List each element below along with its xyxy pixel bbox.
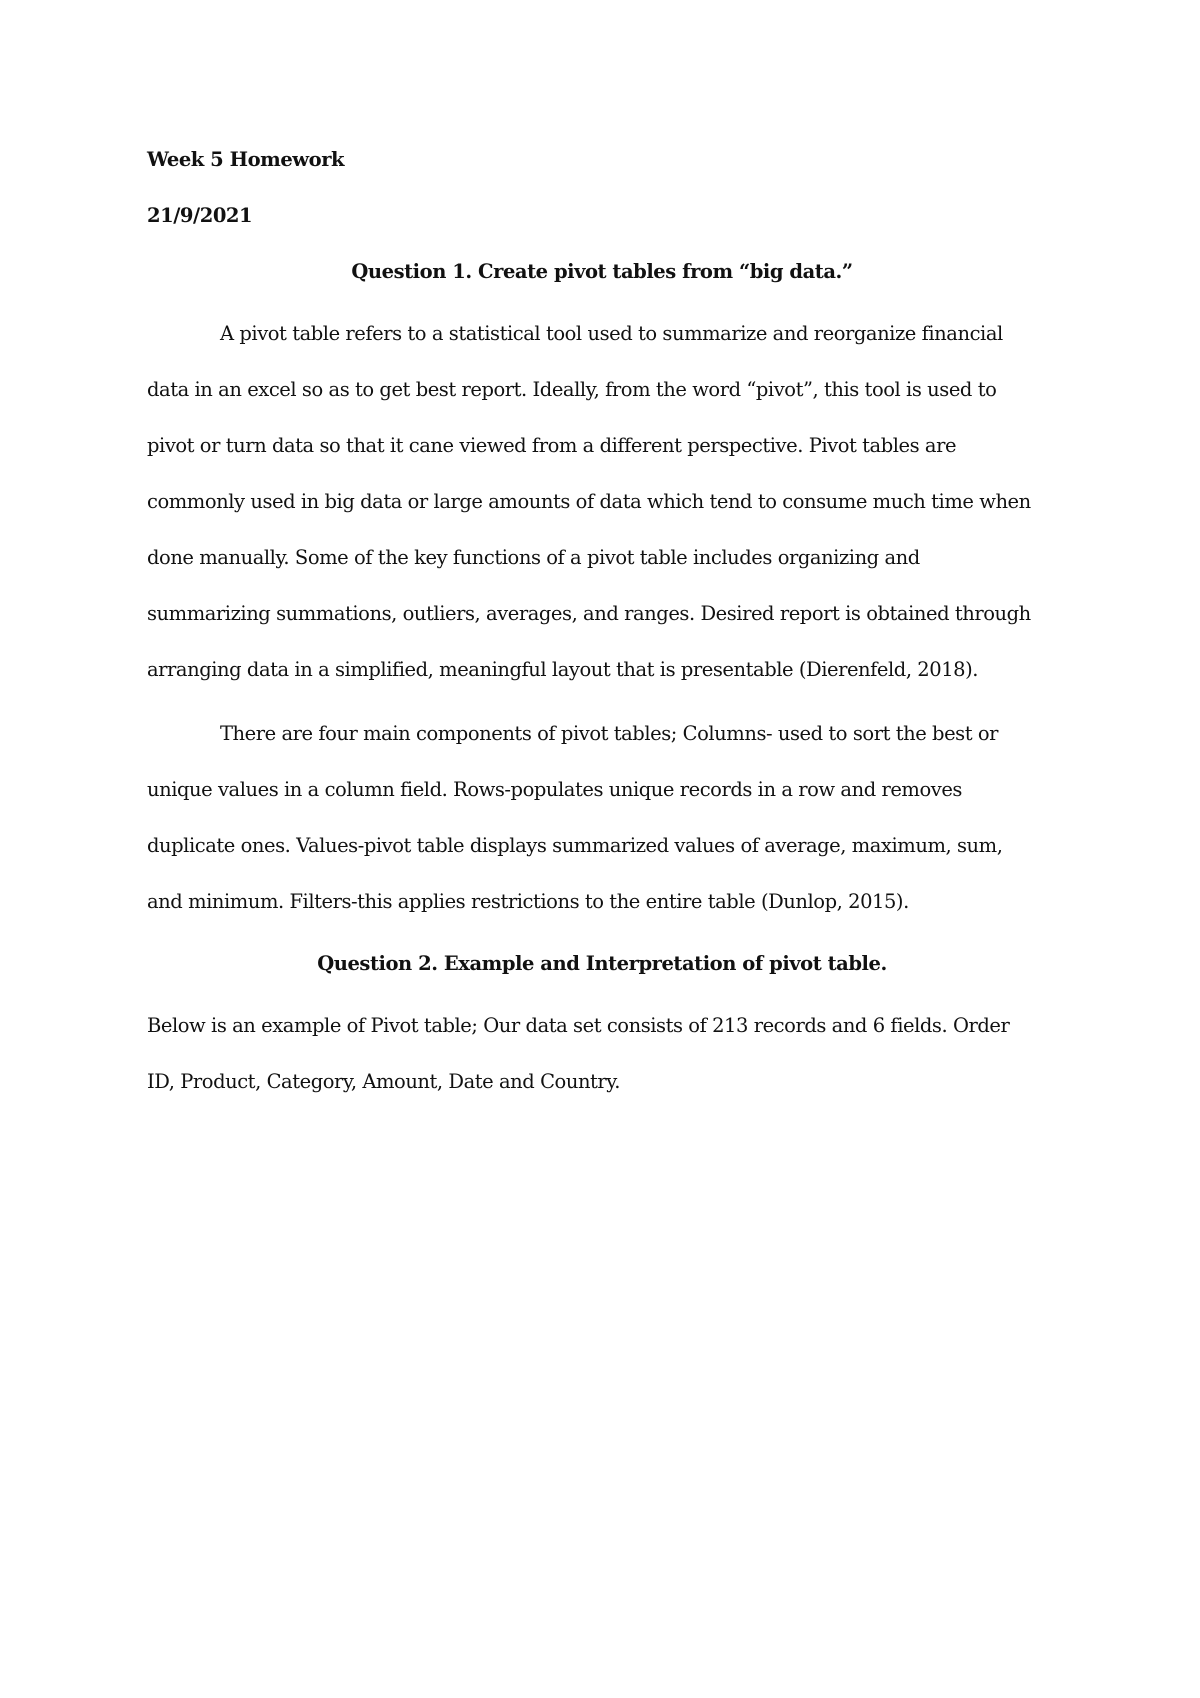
paragraph-line: unique values in a column field. Rows-populates unique records in a row and removes	[147, 778, 962, 801]
paragraph-line: Below is an example of Pivot table; Our data set consists of 213 records and 6 fields. Order	[147, 1014, 1010, 1037]
document-date: 21/9/2021	[147, 204, 253, 227]
paragraph-line: ID, Product, Category, Amount, Date and Country.	[147, 1070, 621, 1093]
paragraph-pivot-definition	[147, 306, 1057, 698]
paragraph-line: arranging data in a simplified, meaningful layout that is presentable (Dierenfeld, 2018).	[147, 658, 979, 681]
paragraph-line: pivot or turn data so that it cane viewed from a different perspective. Pivot tables are	[147, 434, 957, 457]
paragraph-line: data in an excel so as to get best report. Ideally, from the word “pivot”, this tool is used to	[147, 378, 997, 401]
question-2-heading: Question 2. Example and Interpretation of pivot table.	[317, 952, 887, 975]
document-title: Week 5 Homework	[147, 148, 345, 171]
paragraph-line: commonly used in big data or large amounts of data which tend to consume much time when	[147, 490, 1031, 513]
paragraph-line: There are four main components of pivot tables; Columns- used to sort the best or	[220, 722, 999, 745]
paragraph-line: done manually. Some of the key functions of a pivot table includes organizing and	[147, 546, 920, 569]
document-body	[147, 140, 1057, 1118]
paragraph-pivot-components	[147, 706, 1057, 930]
paragraph-example-intro	[147, 998, 1057, 1110]
paragraph-line: A pivot table refers to a statistical tool used to summarize and reorganize financial	[220, 322, 1003, 345]
paragraph-line: and minimum. Filters-this applies restrictions to the entire table (Dunlop, 2015).	[147, 890, 909, 913]
question-1-heading: Question 1. Create pivot tables from “big data.”	[351, 260, 853, 283]
paragraph-line: duplicate ones. Values-pivot table displays summarized values of average, maximum, sum,	[147, 834, 1003, 857]
paragraph-line: summarizing summations, outliers, averages, and ranges. Desired report is obtained through	[147, 602, 1031, 625]
